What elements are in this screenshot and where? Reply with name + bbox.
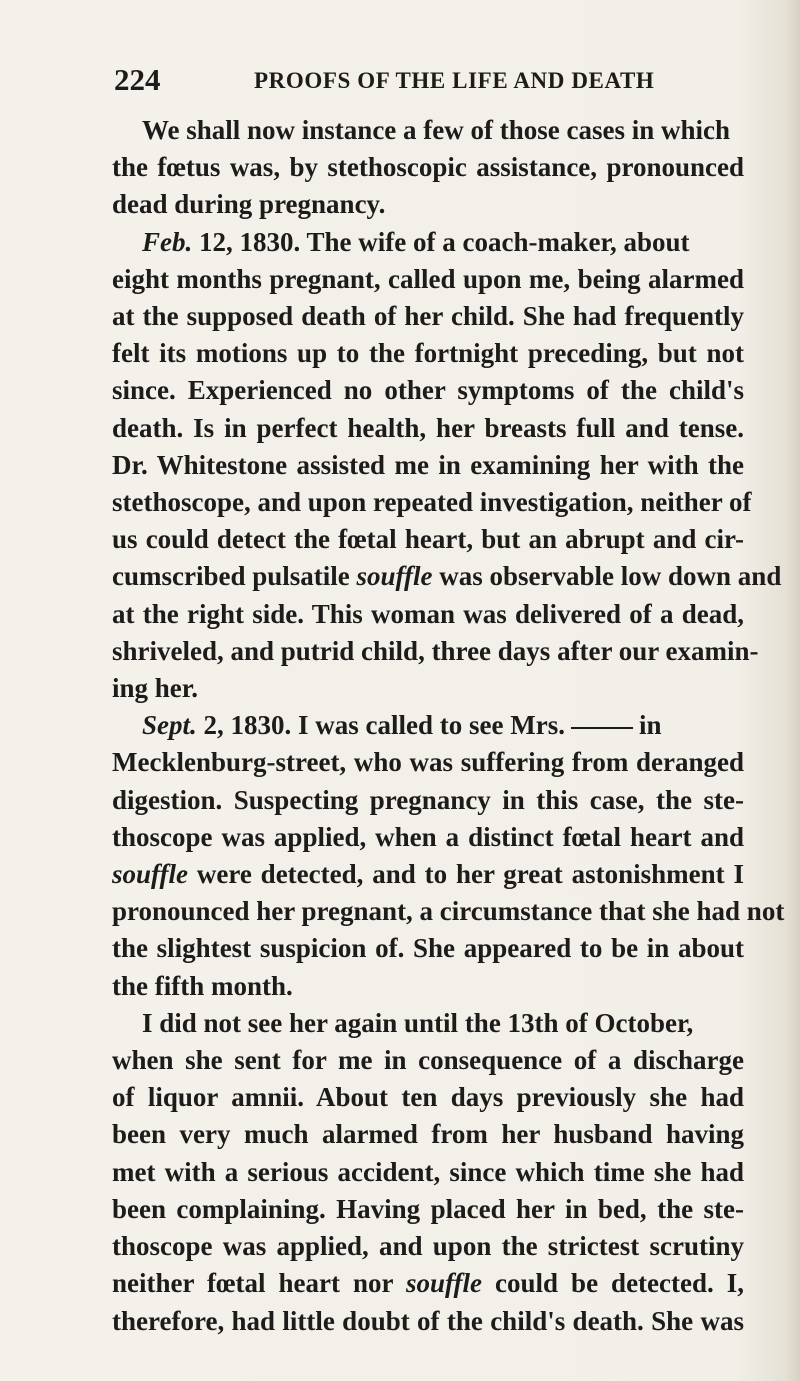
line-text	[112, 224, 689, 261]
text-line: ing her.	[112, 673, 199, 704]
text-line	[112, 558, 782, 595]
text-line	[112, 1265, 744, 1302]
line-text: cumscribed pulsatile	[112, 561, 350, 592]
text-line: the fœtus was, by stethoscopic assistance, pronounced	[112, 152, 744, 183]
text-line: death. Is in perfect health, her breasts full and tense.	[112, 412, 744, 443]
text-line: us could detect the fœtal heart, but an abrupt and cir-	[112, 524, 744, 555]
line-text: neither fœtal heart nor	[112, 1268, 393, 1299]
text-line: digestion. Suspecting pregnancy in this case, the ste-	[112, 784, 744, 815]
text-line: Mecklenburg-street, who was suffering from deranged	[112, 747, 744, 778]
text-line: dead during pregnancy.	[112, 189, 386, 220]
text-line	[112, 707, 744, 744]
line-text: We shall now instance a few of those cases in which	[142, 115, 731, 145]
line-text: I did not see her again until the 13th of October,	[142, 1007, 694, 1038]
name-dash	[571, 727, 633, 729]
text-line: when she sent for me in consequence of a discharge	[112, 1045, 744, 1076]
paragraph-2	[112, 224, 782, 708]
text-line: thoscope was applied, and upon the strictest scrutiny	[112, 1231, 744, 1262]
text-line: thoscope was applied, when a distinct fœtal heart and	[112, 821, 744, 852]
line-text: could be detected. I,	[495, 1268, 745, 1299]
text-line: shriveled, and putrid child, three days after our examin-	[112, 635, 759, 666]
text-line: met with a serious accident, since which time she had	[112, 1156, 744, 1187]
paragraph-3	[112, 707, 785, 1005]
line-text: were detected, and to her great astonishment I	[196, 859, 745, 890]
date-label: Sept.	[142, 710, 197, 741]
line-text: was observable low down and	[439, 561, 782, 592]
text-line: stethoscope, and upon repeated investigation, neither of	[112, 487, 752, 518]
body-text	[112, 112, 785, 1340]
page-header	[114, 62, 734, 102]
text-line	[112, 856, 744, 893]
text-line: Dr. Whitestone assisted me in examining her with the	[112, 449, 744, 480]
text-line	[112, 224, 744, 261]
line-text: 12, 1830. The wife of a coach-maker, about	[199, 226, 690, 257]
page-number: 224	[114, 62, 161, 97]
text-line: the fifth month.	[112, 970, 293, 1001]
text-line: of liquor amnii. About ten days previously she had	[112, 1082, 744, 1113]
text-line: at the right side. This woman was delivered of a dead,	[112, 598, 744, 629]
text-line: been complaining. Having placed her in bed, the ste-	[112, 1193, 744, 1224]
line-text: in	[638, 710, 662, 741]
text-line: since. Experienced no other symptoms of the child's	[112, 375, 744, 406]
text-line	[112, 1005, 744, 1042]
text-line: been very much alarmed from her husband having	[112, 1119, 744, 1150]
date-label: Feb.	[142, 226, 193, 257]
paragraph-4	[112, 1005, 744, 1340]
text-line: therefore, had little doubt of the child's death. She was	[112, 1305, 744, 1336]
paragraph-1	[112, 112, 744, 224]
text-line: pronounced her pregnant, a circumstance that she had not	[112, 896, 785, 927]
line-text: 2, 1830. I was called to see Mrs.	[203, 710, 565, 741]
text-line: felt its motions up to the fortnight preceding, but not	[112, 338, 744, 369]
running-title: PROOFS OF THE LIFE AND DEATH	[254, 68, 655, 93]
text-line: the slightest suspicion of. She appeared to be in about	[112, 933, 744, 964]
line-text	[112, 707, 662, 744]
text-line: at the supposed death of her child. She had frequently	[112, 301, 744, 332]
italic-term: souffle	[356, 561, 433, 592]
italic-term: souffle	[112, 859, 189, 890]
italic-term: souffle	[406, 1268, 483, 1299]
text-line: eight months pregnant, called upon me, being alarmed	[112, 263, 744, 294]
text-line	[112, 112, 744, 149]
